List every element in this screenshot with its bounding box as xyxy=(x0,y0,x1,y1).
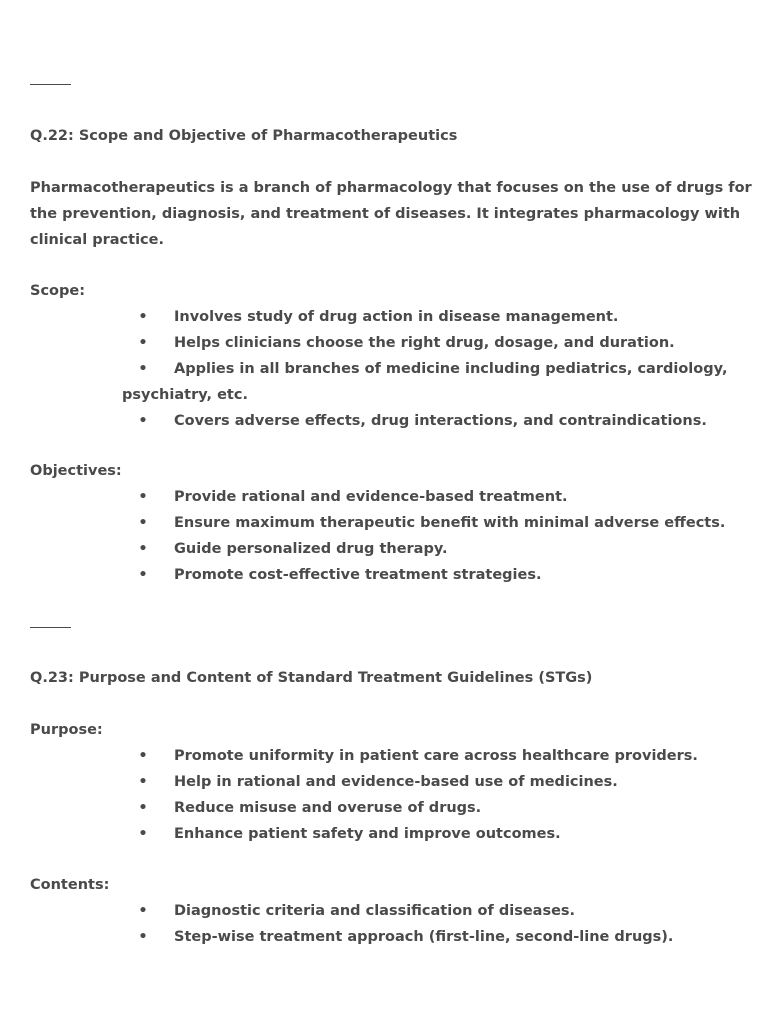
list-item-text: Provide rational and evidence-based treatment. xyxy=(174,489,568,505)
q22-intro-line: clinical practice. xyxy=(30,232,164,248)
objectives-label: Objectives: xyxy=(30,463,122,479)
bullet-icon: • xyxy=(138,800,148,816)
purpose-list xyxy=(0,743,768,847)
bullet-icon: • xyxy=(138,929,148,945)
objectives-list xyxy=(0,484,768,588)
section-divider xyxy=(30,627,71,628)
list-item xyxy=(0,898,768,924)
list-item xyxy=(0,356,768,408)
q22-intro-line: Pharmacotherapeutics is a branch of pharmacology that focuses on the use of drugs for xyxy=(30,180,752,196)
list-item-text: Reduce misuse and overuse of drugs. xyxy=(174,800,482,816)
bullet-icon: • xyxy=(138,413,148,429)
bullet-icon: • xyxy=(138,567,148,583)
q22-intro-line: the prevention, diagnosis, and treatment of diseases. It integrates pharmacology with xyxy=(30,206,741,222)
list-item xyxy=(0,743,768,769)
bullet-icon: • xyxy=(138,515,148,531)
purpose-label: Purpose: xyxy=(30,722,103,738)
bullet-icon: • xyxy=(138,774,148,790)
list-item-text: Promote uniformity in patient care across healthcare providers. xyxy=(174,748,698,764)
list-item xyxy=(0,562,768,588)
list-item-text: Diagnostic criteria and classification of diseases. xyxy=(174,903,576,919)
list-item xyxy=(0,821,768,847)
list-item xyxy=(0,924,768,950)
list-item xyxy=(0,536,768,562)
section-divider xyxy=(30,84,71,85)
bullet-icon: • xyxy=(138,748,148,764)
list-item-text: Enhance patient safety and improve outcomes. xyxy=(174,826,561,842)
list-item xyxy=(0,769,768,795)
list-item-text: Covers adverse effects, drug interactions, and contraindications. xyxy=(174,413,707,429)
list-item xyxy=(0,408,768,434)
list-item xyxy=(0,330,768,356)
list-item-text: Guide personalized drug therapy. xyxy=(174,541,448,557)
q22-heading: Q.22: Scope and Objective of Pharmacotherapeutics xyxy=(30,128,458,144)
bullet-icon: • xyxy=(138,489,148,505)
list-item-text: Step-wise treatment approach (first-line, second-line drugs). xyxy=(174,929,674,945)
list-item-text: Ensure maximum therapeutic benefit with minimal adverse effects. xyxy=(174,515,726,531)
q23-heading: Q.23: Purpose and Content of Standard Treatment Guidelines (STGs) xyxy=(30,670,593,686)
list-item xyxy=(0,795,768,821)
bullet-icon: • xyxy=(138,826,148,842)
list-item-text: Involves study of drug action in disease management. xyxy=(174,309,619,325)
list-item-continuation: psychiatry, etc. xyxy=(122,387,248,403)
list-item-text: Help in rational and evidence-based use of medicines. xyxy=(174,774,618,790)
list-item xyxy=(0,304,768,330)
scope-list xyxy=(0,304,768,434)
contents-label: Contents: xyxy=(30,877,110,893)
bullet-icon: • xyxy=(138,541,148,557)
scope-label: Scope: xyxy=(30,283,86,299)
q22-intro-paragraph xyxy=(30,175,752,253)
list-item xyxy=(0,510,768,536)
bullet-icon: • xyxy=(138,361,148,377)
bullet-icon: • xyxy=(138,903,148,919)
contents-list xyxy=(0,898,768,950)
bullet-icon: • xyxy=(138,309,148,325)
list-item-text: Promote cost-effective treatment strategies. xyxy=(174,567,542,583)
list-item-text: Applies in all branches of medicine including pediatrics, cardiology, xyxy=(174,361,728,377)
bullet-icon: • xyxy=(138,335,148,351)
list-item xyxy=(0,484,768,510)
list-item-text: Helps clinicians choose the right drug, dosage, and duration. xyxy=(174,335,675,351)
